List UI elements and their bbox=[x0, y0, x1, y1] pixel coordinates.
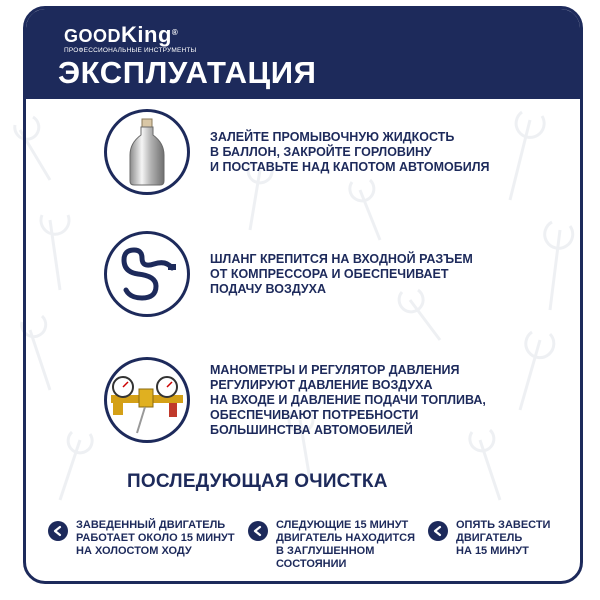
feature-text: ШЛАНГ КРЕПИТСЯ НА ВХОДНОЙ РАЗЪЕМ ОТ КОМПРЕССОРА И ОБЕСПЕЧИВАЕТ ПОДАЧУ ВОЗДУХА bbox=[210, 251, 473, 296]
bottle-icon bbox=[122, 117, 172, 187]
feature-icon-circle bbox=[104, 357, 190, 443]
logo-text-good: GOOD bbox=[64, 26, 122, 46]
cleanup-step-3 bbox=[428, 519, 550, 558]
feature-item-hose bbox=[104, 231, 473, 317]
brand-logo bbox=[64, 23, 197, 54]
logo-registered-mark: ® bbox=[171, 28, 179, 37]
feature-icon-circle bbox=[104, 109, 190, 195]
cleanup-step-text: ОПЯТЬ ЗАВЕСТИ ДВИГАТЕЛЬ НА 15 МИНУТ bbox=[456, 519, 551, 557]
hose-icon bbox=[116, 246, 178, 302]
arrow-left-icon bbox=[248, 521, 268, 541]
cleanup-step-text: ЗАВЕДЕННЫЙ ДВИГАТЕЛЬ РАБОТАЕТ ОКОЛО 15 МИНУТ НА ХОЛОСТОМ ХОДУ bbox=[76, 519, 235, 557]
cleanup-title: ПОСЛЕДУЮЩАЯ ОЧИСТКА bbox=[127, 471, 388, 492]
cleanup-step-2 bbox=[248, 519, 415, 571]
arrow-left-icon bbox=[48, 521, 68, 541]
feature-item-pressure-regulator bbox=[104, 357, 486, 443]
feature-item-fill-bottle bbox=[104, 109, 489, 195]
arrow-left-icon bbox=[428, 521, 448, 541]
feature-icon-circle bbox=[104, 231, 190, 317]
header-banner bbox=[26, 9, 580, 99]
feature-text: ЗАЛЕЙТЕ ПРОМЫВОЧНУЮ ЖИДКОСТЬ В БАЛЛОН, ЗАКРОЙТЕ ГОРЛОВИНУ И ПОСТАВЬТЕ НАД КАПОТОМ АВТОМОБИЛЯ bbox=[210, 129, 490, 174]
logo-text-king: King bbox=[121, 22, 172, 47]
cleanup-step-1 bbox=[48, 519, 235, 558]
logo-subtitle: ПРОФЕССИОНАЛЬНЫЕ ИНСТРУМЕНТЫ bbox=[64, 47, 197, 54]
page-title: ЭКСПЛУАТАЦИЯ bbox=[58, 55, 317, 90]
logo-wordmark bbox=[64, 23, 197, 46]
pressure-regulator-icon bbox=[107, 365, 187, 435]
feature-text: МАНОМЕТРЫ И РЕГУЛЯТОР ДАВЛЕНИЯ РЕГУЛИРУЮТ ДАВЛЕНИЕ ВОЗДУХА НА ВХОДЕ И ДАВЛЕНИЕ ПОДАЧИ ТОПЛИВА, ОБЕСПЕЧИВАЮТ ПОТРЕБНОСТИ БОЛЬШИНСТВА АВТОМОБИЛЕЙ bbox=[210, 362, 486, 437]
content-frame bbox=[23, 6, 583, 584]
cleanup-step-text: СЛЕДУЮЩИЕ 15 МИНУТ ДВИГАТЕЛЬ НАХОДИТСЯ В ЗАГЛУШЕННОМ СОСТОЯНИИ bbox=[276, 519, 416, 570]
